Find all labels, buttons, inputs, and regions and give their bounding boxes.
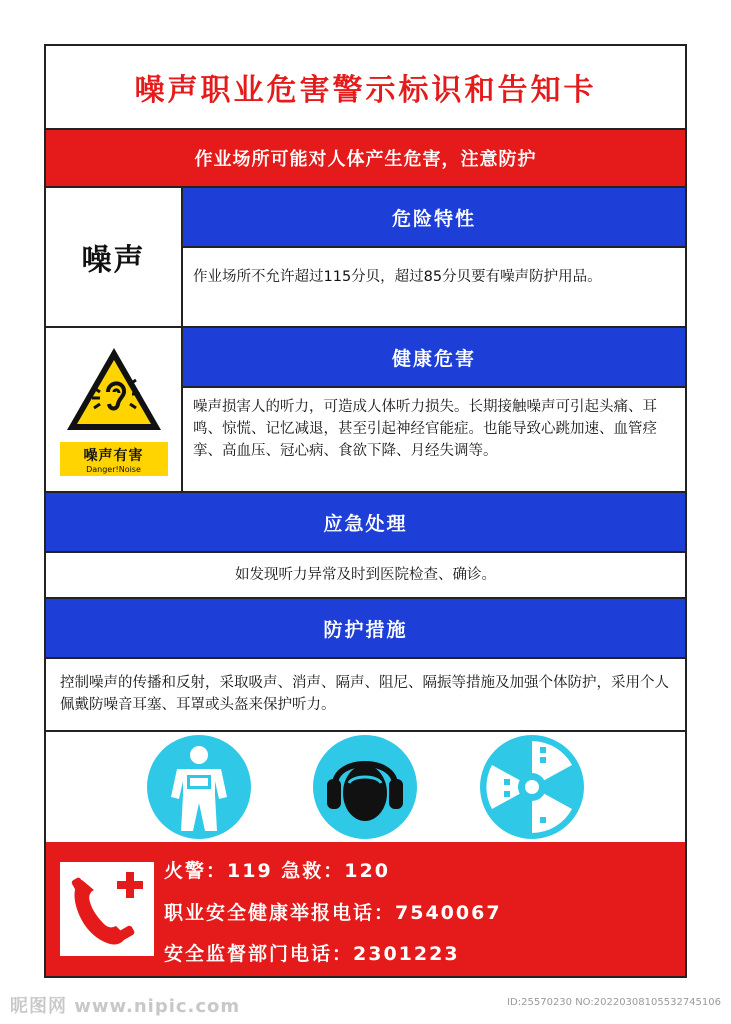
warning-sign-cell — [46, 328, 183, 491]
protection-heading: 防护措施 — [46, 599, 685, 657]
watermark-logo: 昵图网 www.nipic.com — [10, 996, 241, 1017]
sign-label-en: Danger!Noise — [86, 464, 141, 474]
hazard-name-cell — [46, 188, 183, 326]
watermark-id: ID:25570230 NO:20220308105532745106 — [507, 997, 721, 1008]
ear-muffs-icon — [313, 735, 417, 839]
protective-clothing-icon — [147, 735, 251, 839]
report-hotline: 职业安全健康举报电话：7540067 — [164, 902, 502, 924]
telephone-first-aid-icon — [60, 862, 154, 956]
danger-heading: 危险特性 — [183, 188, 685, 248]
safety-dept-phone: 安全监督部门电话：2301223 — [164, 943, 460, 965]
protection-icons-row — [46, 732, 685, 842]
warning-band: 作业场所可能对人体产生危害，注意防护 — [46, 130, 685, 188]
noise-warning-triangle-icon — [64, 344, 164, 434]
danger-text: 作业场所不允许超过115分贝，超过85分贝要有噪声防护用品。 — [193, 269, 602, 285]
health-heading: 健康危害 — [183, 328, 685, 388]
emergency-numbers: 火警：119 急救：120 — [164, 860, 390, 882]
emergency-heading: 应急处理 — [46, 493, 685, 551]
sign-label-cn: 噪声有害 — [83, 447, 144, 464]
sign-label — [60, 442, 168, 476]
card-title: 噪声职业危害警示标识和告知卡 — [46, 46, 685, 130]
contact-band — [46, 842, 685, 976]
notice-card — [44, 44, 687, 978]
ventilation-fan-icon — [480, 735, 584, 839]
hazard-name: 噪声 — [81, 243, 146, 278]
emergency-text: 如发现听力异常及时到医院检查、确诊。 — [235, 567, 496, 583]
health-text: 噪声损害人的听力，可造成人体听力损失。长期接触噪声可引起头痛、耳鸣、惊慌、记忆减退，甚至引起神经官能症。也能导致心跳加速、血管痉挛、高血压、冠心病、食欲下降、月经失调等。 — [193, 399, 657, 459]
protection-text: 控制噪声的传播和反射，采取吸声、消声、隔声、阻尼、隔振等措施及加强个体防护，采用个人佩戴防噪音耳塞、耳罩或头盔来保护听力。 — [60, 675, 669, 713]
